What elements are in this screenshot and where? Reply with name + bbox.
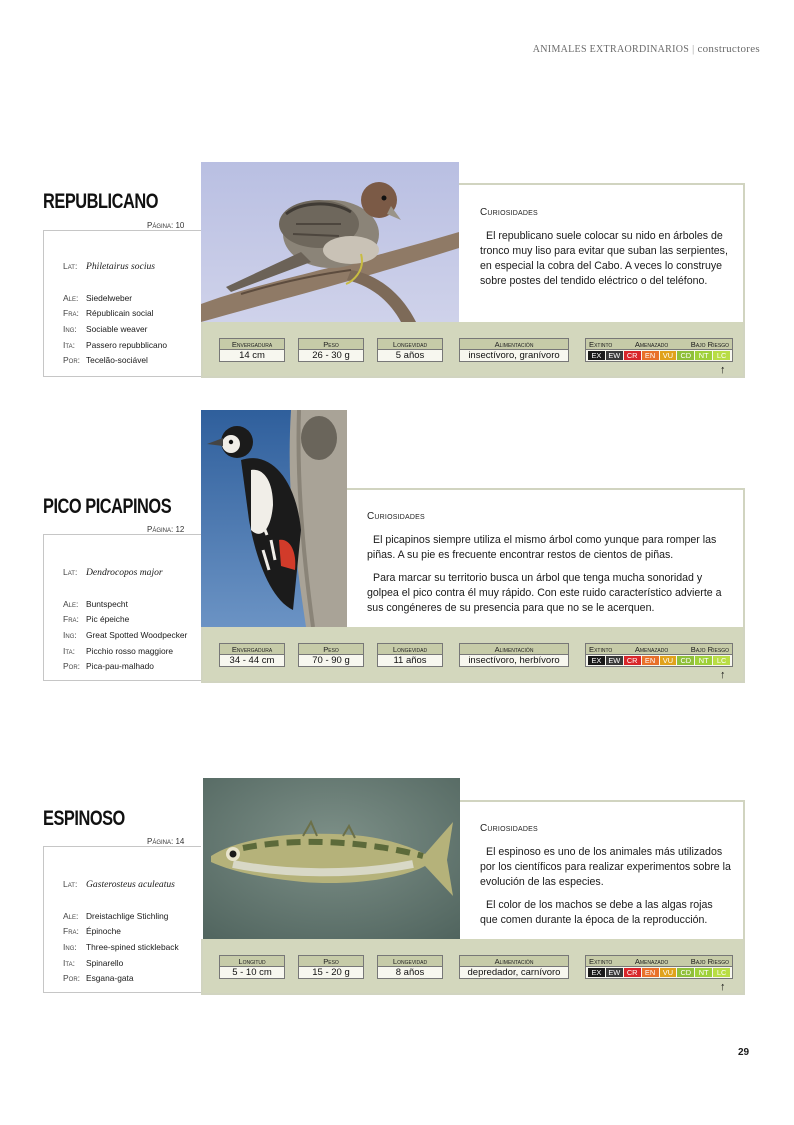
name-french: Épinoche [86, 926, 121, 937]
status-nt: NT [695, 968, 712, 977]
name-italian: Picchio rosso maggiore [86, 645, 174, 656]
stats-strip [201, 322, 745, 378]
status-cr: CR [624, 656, 641, 665]
status-vu: VU [660, 656, 677, 665]
stat-diet: Alimentación insectívoro, herbívoro [459, 643, 569, 669]
name-portuguese: Pica-pau-malhado [86, 661, 154, 672]
animal-title: PICO PICAPINOS [43, 495, 172, 518]
common-names: Ale: Buntspecht Fra: Pic épeiche Ing: Great Spotted Woodpecker Ita: Picchio rosso maggiore Por: Pica-pau-malhado [63, 598, 188, 672]
name-italian: Passero repubblicano [86, 339, 168, 350]
status-lc: LC [713, 351, 730, 360]
status-nt: NT [695, 656, 712, 665]
status-ex: EX [588, 968, 605, 977]
status-ew: EW [606, 656, 623, 665]
stat-longevity: Longevidad 11 años [377, 643, 443, 669]
status-cd: CD [677, 968, 694, 977]
woodpecker-photo [201, 410, 347, 627]
latin-name-row: Lat: Dendrocopos major [63, 567, 163, 578]
conservation-status: Extinto Amenazado Bajo Riesgo EX EW CR EN VU CD NT LC ↑ [585, 955, 733, 981]
names-box [43, 534, 201, 681]
name-english: Sociable weaver [86, 323, 148, 334]
curiosities-box [347, 488, 745, 627]
page-number: 29 [738, 1047, 750, 1058]
status-ex: EX [588, 351, 605, 360]
stat-longevity: Longevidad 8 años [377, 955, 443, 981]
series-title: ANIMALES EXTRAORDINARIOS [532, 44, 690, 55]
status-cd: CD [677, 351, 694, 360]
common-names: Ale: Siedelweber Fra: Républicain social Ing: Sociable weaver Ita: Passero repubblicano Por: Tecelão-sociável [63, 292, 168, 366]
stat-weight: Peso 70 - 90 g [298, 643, 364, 669]
status-ew: EW [606, 351, 623, 360]
status-en: EN [642, 351, 659, 360]
curiosity-paragraph: El color de los machos se debe a las algas rojas que comen durante la época de la reproducción. [480, 899, 713, 926]
stats-strip [201, 627, 745, 683]
animal-title: ESPINOSO [43, 807, 125, 830]
status-ew: EW [606, 968, 623, 977]
name-german: Dreistachlige Stichling [86, 910, 169, 921]
status-lc: LC [713, 968, 730, 977]
status-en: EN [642, 968, 659, 977]
status-vu: VU [660, 968, 677, 977]
status-cd: CD [677, 656, 694, 665]
latin-name: Philetairus socius [86, 261, 156, 272]
stat-wingspan: Envergadura 14 cm [219, 338, 285, 364]
conservation-status: Extinto Amenazado Bajo Riesgo EX EW CR EN VU CD NT LC ↑ [585, 643, 733, 669]
status-arrow-icon: ↑ [720, 364, 726, 376]
conservation-status: Extinto Amenazado Bajo Riesgo EX EW CR EN VU CD NT LC ↑ [585, 338, 733, 364]
curiosity-paragraph: El picapinos siempre utiliza el mismo árbol como yunque para romper las piñas. A su pie es frecuente encontrar restos de cientos de piñas. [367, 534, 717, 561]
stat-diet: Alimentación insectívoro, granívoro [459, 338, 569, 364]
curiosities-text [480, 845, 732, 936]
latin-name-row: Lat: Gasterosteus aculeatus [63, 879, 175, 890]
latin-name: Gasterosteus aculeatus [86, 879, 175, 890]
status-nt: NT [695, 351, 712, 360]
name-german: Siedelweber [86, 292, 133, 303]
weaver-bird-photo [201, 162, 459, 322]
status-cr: CR [624, 968, 641, 977]
curiosities-text [367, 533, 729, 624]
page-reference: Página: 14 [147, 837, 185, 846]
curiosities-box [460, 800, 745, 939]
name-french: Pic épeiche [86, 614, 130, 625]
status-arrow-icon: ↑ [720, 669, 726, 681]
stat-length: Longitud 5 - 10 cm [219, 955, 285, 981]
status-en: EN [642, 656, 659, 665]
latin-name-row: Lat: Philetairus socius [63, 261, 156, 272]
name-portuguese: Tecelão-sociável [86, 355, 148, 366]
section-title: constructores [697, 43, 760, 55]
status-arrow-icon: ↑ [720, 981, 726, 993]
stat-wingspan: Envergadura 34 - 44 cm [219, 643, 285, 669]
names-box [43, 846, 201, 993]
status-cr: CR [624, 351, 641, 360]
curiosities-text [480, 229, 730, 297]
latin-name: Dendrocopos major [86, 567, 163, 578]
stat-weight: Peso 26 - 30 g [298, 338, 364, 364]
stats-strip [201, 939, 745, 995]
name-portuguese: Esgana-gata [86, 973, 134, 984]
curiosity-paragraph: El republicano suele colocar su nido en árboles de tronco muy liso para evitar que suban las serpientes, en especial la cobra del Cabo. A veces lo construye sobre postes del tendido eléctrico o del teléfono. [480, 230, 728, 287]
name-german: Buntspecht [86, 598, 128, 609]
curiosity-paragraph: Para marcar su territorio busca un árbol que tenga mucha sonoridad y golpea el pico contra él muy rápido. Con este ruido característico advierte a sus congéneres de su presencia para que no se le acerquen. [367, 572, 722, 614]
name-italian: Spinarello [86, 957, 124, 968]
status-vu: VU [660, 351, 677, 360]
status-lc: LC [713, 656, 730, 665]
stat-weight: Peso 15 - 20 g [298, 955, 364, 981]
page-reference: Página: 12 [147, 525, 185, 534]
status-ex: EX [588, 656, 605, 665]
curiosities-heading: Curiosidades [480, 823, 538, 834]
curiosities-box [459, 183, 745, 322]
common-names: Ale: Dreistachlige Stichling Fra: Épinoche Ing: Three-spined stickleback Ita: Spinarello Por: Esgana-gata [63, 910, 179, 984]
names-box [43, 230, 201, 377]
curiosity-paragraph: El espinoso es uno de los animales más utilizados por los científicos para realizar experimentos sobre la evolución de las especies. [480, 846, 731, 888]
name-english: Three-spined stickleback [86, 941, 179, 952]
page-reference: Página: 10 [147, 221, 185, 230]
stat-diet: Alimentación depredador, carnívoro [459, 955, 569, 981]
curiosities-heading: Curiosidades [367, 511, 425, 522]
name-french: Républicain social [86, 308, 154, 319]
name-english: Great Spotted Woodpecker [86, 629, 188, 640]
stickleback-photo [203, 778, 460, 939]
curiosities-heading: Curiosidades [480, 207, 538, 218]
animal-title: REPUBLICANO [43, 190, 158, 213]
stat-longevity: Longevidad 5 años [377, 338, 443, 364]
running-header: ANIMALES EXTRAORDINARIOS | constructores [532, 43, 760, 55]
